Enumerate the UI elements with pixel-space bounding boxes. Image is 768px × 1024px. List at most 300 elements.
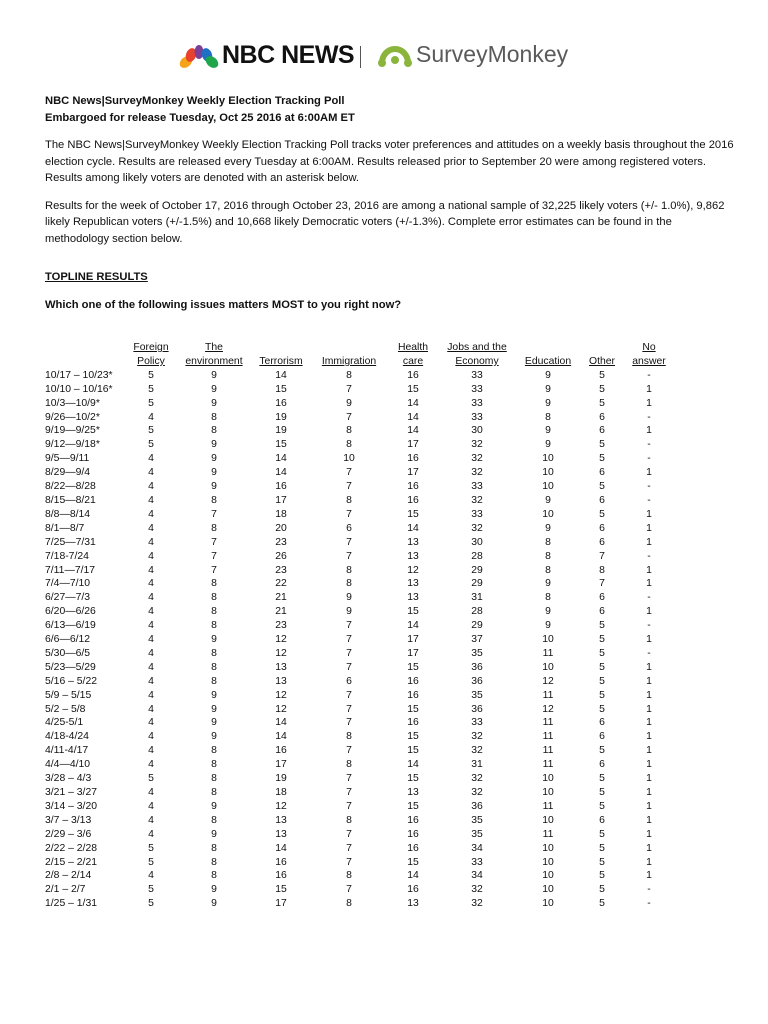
cell-education: 10 xyxy=(542,661,554,673)
cell-health-care: 14 xyxy=(407,397,419,409)
cell-foreign-policy: 4 xyxy=(148,508,154,520)
cell-foreign-policy: 4 xyxy=(148,411,154,423)
cell-immigration: 7 xyxy=(346,703,352,715)
cell-other: 5 xyxy=(599,481,605,493)
table-row xyxy=(45,397,677,411)
cell-no-answer: 1 xyxy=(646,800,652,812)
cell-foreign-policy: 4 xyxy=(148,787,154,798)
cell-terrorism: 15 xyxy=(275,383,287,395)
cell-no-answer: - xyxy=(647,884,651,896)
cell-jobs-economy: 35 xyxy=(471,647,483,659)
cell-health-care: 13 xyxy=(407,787,419,798)
table-row xyxy=(45,883,677,897)
cell-terrorism: 22 xyxy=(275,578,287,590)
cell-jobs-economy: 35 xyxy=(471,828,483,840)
cell-education: 8 xyxy=(545,536,551,548)
cell-date: 5/30—6/5 xyxy=(45,647,91,659)
cell-date: 9/26—10/2* xyxy=(45,411,100,423)
cell-health-care: 16 xyxy=(407,369,419,381)
cell-foreign-policy: 4 xyxy=(148,494,154,506)
cell-terrorism: 13 xyxy=(275,661,287,673)
cell-immigration: 8 xyxy=(346,870,352,882)
cell-immigration: 10 xyxy=(343,453,355,465)
header-no-answer: No answer xyxy=(632,342,666,367)
cell-no-answer: 1 xyxy=(646,787,652,798)
cell-other: 5 xyxy=(599,689,605,701)
table-row xyxy=(45,619,677,633)
intro-paragraph: The NBC News|SurveyMonkey Weekly Election Tracking Poll tracks voter preferences and attitudes on a weekly basis throughout the 2016 election cycle. Results are released every Tuesday at 6:00AM. Results released prior to September 20 were among registered voters. Results among likely voters are denoted with an asterisk below. xyxy=(45,139,734,184)
cell-other: 5 xyxy=(599,773,605,785)
cell-other: 6 xyxy=(599,425,605,437)
cell-no-answer: - xyxy=(647,494,651,506)
cell-date: 4/25-5/1 xyxy=(45,717,84,729)
cell-foreign-policy: 4 xyxy=(148,467,154,479)
cell-education: 8 xyxy=(545,592,551,604)
table-row xyxy=(45,675,677,689)
cell-other: 5 xyxy=(599,898,605,910)
cell-education: 11 xyxy=(542,689,554,701)
cell-foreign-policy: 5 xyxy=(148,842,154,854)
cell-education: 9 xyxy=(545,383,551,395)
cell-foreign-policy: 4 xyxy=(148,689,154,701)
cell-jobs-economy: 32 xyxy=(471,731,483,743)
cell-immigration: 7 xyxy=(346,884,352,896)
cell-other: 5 xyxy=(599,842,605,854)
cell-no-answer: - xyxy=(647,620,651,632)
cell-other: 6 xyxy=(599,522,605,534)
cell-date: 8/22—8/28 xyxy=(45,481,96,493)
cell-environment: 8 xyxy=(211,578,217,590)
cell-date: 10/17 – 10/23* xyxy=(45,369,113,381)
cell-other: 6 xyxy=(599,592,605,604)
cell-education: 10 xyxy=(542,870,554,882)
cell-jobs-economy: 32 xyxy=(471,773,483,785)
table-row xyxy=(45,661,677,675)
cell-health-care: 15 xyxy=(407,731,419,743)
cell-jobs-economy: 32 xyxy=(471,467,483,479)
cell-no-answer: - xyxy=(647,453,651,465)
header-immigration: Immigration xyxy=(321,355,377,367)
cell-terrorism: 12 xyxy=(275,689,287,701)
cell-jobs-economy: 31 xyxy=(471,592,483,604)
cell-environment: 8 xyxy=(211,814,217,826)
cell-foreign-policy: 4 xyxy=(148,703,154,715)
cell-health-care: 15 xyxy=(407,745,419,757)
cell-date: 6/20—6/26 xyxy=(45,606,96,618)
cell-no-answer: 1 xyxy=(646,634,652,646)
cell-education: 9 xyxy=(545,606,551,618)
surveymonkey-wordmark: SurveyMonkey xyxy=(416,41,569,67)
cell-environment: 8 xyxy=(211,773,217,785)
table-row xyxy=(45,897,677,911)
cell-health-care: 15 xyxy=(407,773,419,785)
table-row xyxy=(45,842,677,856)
cell-environment: 8 xyxy=(211,425,217,437)
cell-other: 5 xyxy=(599,675,605,687)
cell-date: 10/10 – 10/16* xyxy=(45,383,113,395)
cell-foreign-policy: 4 xyxy=(148,453,154,465)
cell-education: 10 xyxy=(542,634,554,646)
cell-education: 12 xyxy=(542,675,554,687)
cell-other: 6 xyxy=(599,536,605,548)
cell-terrorism: 21 xyxy=(275,592,287,604)
cell-terrorism: 14 xyxy=(275,842,287,854)
cell-other: 5 xyxy=(599,634,605,646)
cell-environment: 9 xyxy=(211,481,217,493)
table-row xyxy=(45,633,677,647)
cell-no-answer: 1 xyxy=(646,842,652,854)
table-row xyxy=(45,591,677,605)
cell-other: 5 xyxy=(599,856,605,868)
cell-terrorism: 17 xyxy=(275,759,287,771)
cell-other: 6 xyxy=(599,411,605,423)
cell-date: 6/27—7/3 xyxy=(45,592,91,604)
table-row xyxy=(45,383,677,397)
cell-jobs-economy: 33 xyxy=(471,481,483,493)
cell-health-care: 13 xyxy=(407,898,419,910)
cell-health-care: 16 xyxy=(407,842,419,854)
cell-jobs-economy: 28 xyxy=(471,550,483,562)
cell-terrorism: 16 xyxy=(275,856,287,868)
cell-terrorism: 21 xyxy=(275,606,287,618)
cell-date: 8/29—9/4 xyxy=(45,467,91,479)
cell-immigration: 7 xyxy=(346,536,352,548)
cell-jobs-economy: 32 xyxy=(471,884,483,896)
cell-jobs-economy: 33 xyxy=(471,411,483,423)
table-row xyxy=(45,452,677,466)
table-row xyxy=(45,814,677,828)
cell-education: 10 xyxy=(542,787,554,798)
cell-other: 5 xyxy=(599,703,605,715)
cell-environment: 9 xyxy=(211,369,217,381)
table-row xyxy=(45,828,677,842)
cell-environment: 8 xyxy=(211,842,217,854)
cell-no-answer: - xyxy=(647,439,651,451)
cell-foreign-policy: 5 xyxy=(148,397,154,409)
cell-foreign-policy: 5 xyxy=(148,439,154,451)
cell-other: 5 xyxy=(599,745,605,757)
cell-education: 8 xyxy=(545,550,551,562)
cell-immigration: 7 xyxy=(346,550,352,562)
cell-health-care: 15 xyxy=(407,800,419,812)
cell-no-answer: - xyxy=(647,369,651,381)
cell-health-care: 15 xyxy=(407,661,419,673)
cell-date: 4/4—4/10 xyxy=(45,759,91,771)
table-row xyxy=(45,605,677,619)
cell-no-answer: 1 xyxy=(646,773,652,785)
cell-environment: 8 xyxy=(211,870,217,882)
question-text: Which one of the following issues matters MOST to you right now? xyxy=(45,298,402,311)
cell-terrorism: 12 xyxy=(275,703,287,715)
cell-education: 11 xyxy=(542,731,554,743)
table-row xyxy=(45,494,677,508)
cell-immigration: 6 xyxy=(346,522,352,534)
cell-environment: 8 xyxy=(211,592,217,604)
cell-health-care: 15 xyxy=(407,508,419,520)
cell-date: 3/14 – 3/20 xyxy=(45,800,97,812)
cell-terrorism: 13 xyxy=(275,675,287,687)
cell-no-answer: 1 xyxy=(646,745,652,757)
cell-other: 5 xyxy=(599,397,605,409)
cell-education: 10 xyxy=(542,898,554,910)
cell-environment: 9 xyxy=(211,703,217,715)
cell-other: 5 xyxy=(599,800,605,812)
cell-jobs-economy: 32 xyxy=(471,439,483,451)
cell-education: 10 xyxy=(542,481,554,493)
cell-immigration: 8 xyxy=(346,494,352,506)
cell-other: 6 xyxy=(599,467,605,479)
cell-health-care: 15 xyxy=(407,856,419,868)
cell-foreign-policy: 4 xyxy=(148,800,154,812)
cell-education: 9 xyxy=(545,494,551,506)
cell-terrorism: 14 xyxy=(275,731,287,743)
cell-environment: 8 xyxy=(211,411,217,423)
header-environment: The environment xyxy=(185,342,243,367)
cell-health-care: 13 xyxy=(407,578,419,590)
cell-terrorism: 18 xyxy=(275,787,287,798)
cell-terrorism: 13 xyxy=(275,828,287,840)
cell-health-care: 16 xyxy=(407,828,419,840)
cell-environment: 9 xyxy=(211,898,217,910)
cell-environment: 9 xyxy=(211,884,217,896)
cell-jobs-economy: 36 xyxy=(471,800,483,812)
cell-terrorism: 20 xyxy=(275,522,287,534)
cell-no-answer: 1 xyxy=(646,564,652,576)
cell-environment: 7 xyxy=(211,564,217,576)
results-table xyxy=(45,341,677,911)
cell-health-care: 15 xyxy=(407,703,419,715)
cell-no-answer: 1 xyxy=(646,578,652,590)
cell-no-answer: - xyxy=(647,481,651,493)
cell-terrorism: 19 xyxy=(275,773,287,785)
cell-no-answer: 1 xyxy=(646,717,652,729)
cell-immigration: 8 xyxy=(346,369,352,381)
cell-health-care: 16 xyxy=(407,884,419,896)
cell-date: 1/25 – 1/31 xyxy=(45,898,97,910)
cell-jobs-economy: 29 xyxy=(471,564,483,576)
cell-health-care: 14 xyxy=(407,759,419,771)
cell-education: 10 xyxy=(542,814,554,826)
cell-education: 11 xyxy=(542,745,554,757)
cell-other: 6 xyxy=(599,731,605,743)
table-row xyxy=(45,730,677,744)
cell-other: 6 xyxy=(599,606,605,618)
cell-date: 8/1—8/7 xyxy=(45,522,85,534)
cell-terrorism: 16 xyxy=(275,397,287,409)
cell-foreign-policy: 5 xyxy=(148,884,154,896)
cell-jobs-economy: 30 xyxy=(471,425,483,437)
cell-jobs-economy: 35 xyxy=(471,689,483,701)
cell-terrorism: 23 xyxy=(275,536,287,548)
cell-health-care: 17 xyxy=(407,647,419,659)
cell-immigration: 7 xyxy=(346,689,352,701)
cell-no-answer: 1 xyxy=(646,383,652,395)
cell-health-care: 16 xyxy=(407,689,419,701)
table-row xyxy=(45,536,677,550)
cell-jobs-economy: 32 xyxy=(471,453,483,465)
cell-other: 5 xyxy=(599,828,605,840)
cell-terrorism: 15 xyxy=(275,439,287,451)
cell-education: 10 xyxy=(542,508,554,520)
cell-education: 10 xyxy=(542,884,554,896)
cell-other: 5 xyxy=(599,661,605,673)
header-education: Education xyxy=(524,355,572,367)
cell-health-care: 16 xyxy=(407,675,419,687)
header-terrorism: Terrorism xyxy=(259,355,303,367)
cell-date: 6/6—6/12 xyxy=(45,634,91,646)
cell-other: 5 xyxy=(599,620,605,632)
cell-terrorism: 14 xyxy=(275,467,287,479)
cell-jobs-economy: 33 xyxy=(471,383,483,395)
cell-environment: 8 xyxy=(211,745,217,757)
cell-education: 9 xyxy=(545,439,551,451)
cell-date: 3/28 – 4/3 xyxy=(45,773,92,785)
cell-no-answer: 1 xyxy=(646,828,652,840)
logo-divider xyxy=(360,46,361,68)
cell-no-answer: 1 xyxy=(646,675,652,687)
cell-other: 5 xyxy=(599,453,605,465)
cell-education: 10 xyxy=(542,773,554,785)
cell-immigration: 7 xyxy=(346,787,352,798)
table-body xyxy=(45,369,677,911)
cell-other: 6 xyxy=(599,814,605,826)
cell-no-answer: 1 xyxy=(646,606,652,618)
cell-environment: 7 xyxy=(211,550,217,562)
cell-foreign-policy: 4 xyxy=(148,870,154,882)
cell-environment: 8 xyxy=(211,620,217,632)
cell-date: 4/11-4/17 xyxy=(45,745,89,757)
cell-terrorism: 14 xyxy=(275,717,287,729)
cell-education: 10 xyxy=(542,842,554,854)
cell-date: 2/1 – 2/7 xyxy=(45,884,86,896)
cell-terrorism: 17 xyxy=(275,898,287,910)
cell-health-care: 16 xyxy=(407,717,419,729)
cell-immigration: 7 xyxy=(346,773,352,785)
cell-other: 7 xyxy=(599,578,605,590)
cell-health-care: 17 xyxy=(407,634,419,646)
cell-environment: 7 xyxy=(211,508,217,520)
cell-foreign-policy: 4 xyxy=(148,578,154,590)
cell-jobs-economy: 37 xyxy=(471,634,483,646)
document-body xyxy=(45,93,735,313)
cell-terrorism: 14 xyxy=(275,453,287,465)
surveymonkey-mark-icon xyxy=(378,43,412,69)
cell-date: 6/13—6/19 xyxy=(45,620,96,632)
cell-immigration: 8 xyxy=(346,898,352,910)
cell-education: 9 xyxy=(545,522,551,534)
cell-jobs-economy: 33 xyxy=(471,369,483,381)
cell-foreign-policy: 4 xyxy=(148,634,154,646)
cell-immigration: 8 xyxy=(346,814,352,826)
cell-no-answer: 1 xyxy=(646,856,652,868)
cell-environment: 9 xyxy=(211,828,217,840)
cell-other: 5 xyxy=(599,439,605,451)
table-row xyxy=(45,772,677,786)
table-row xyxy=(45,424,677,438)
cell-immigration: 7 xyxy=(346,467,352,479)
cell-date: 5/9 – 5/15 xyxy=(45,689,92,701)
cell-jobs-economy: 29 xyxy=(471,620,483,632)
cell-education: 11 xyxy=(542,800,554,812)
cell-education: 10 xyxy=(542,467,554,479)
cell-jobs-economy: 33 xyxy=(471,508,483,520)
cell-environment: 8 xyxy=(211,661,217,673)
cell-immigration: 7 xyxy=(346,508,352,520)
cell-immigration: 7 xyxy=(346,828,352,840)
cell-foreign-policy: 4 xyxy=(148,731,154,743)
cell-terrorism: 19 xyxy=(275,411,287,423)
cell-environment: 8 xyxy=(211,675,217,687)
cell-foreign-policy: 5 xyxy=(148,369,154,381)
cell-immigration: 7 xyxy=(346,856,352,868)
cell-other: 6 xyxy=(599,494,605,506)
table-row xyxy=(45,689,677,703)
cell-no-answer: 1 xyxy=(646,759,652,771)
cell-immigration: 9 xyxy=(346,397,352,409)
cell-environment: 9 xyxy=(211,717,217,729)
cell-immigration: 8 xyxy=(346,564,352,576)
cell-foreign-policy: 4 xyxy=(148,564,154,576)
table-row xyxy=(45,508,677,522)
cell-immigration: 7 xyxy=(346,800,352,812)
cell-jobs-economy: 32 xyxy=(471,787,483,798)
cell-no-answer: - xyxy=(647,647,651,659)
cell-immigration: 8 xyxy=(346,731,352,743)
cell-no-answer: - xyxy=(647,898,651,910)
table-row xyxy=(45,522,677,536)
cell-environment: 9 xyxy=(211,731,217,743)
table-row xyxy=(45,550,677,564)
cell-education: 9 xyxy=(545,369,551,381)
cell-health-care: 14 xyxy=(407,425,419,437)
cell-immigration: 8 xyxy=(346,759,352,771)
cell-date: 2/29 – 3/6 xyxy=(45,828,92,840)
nbc-news-wordmark: NBC NEWS xyxy=(222,41,355,69)
cell-foreign-policy: 4 xyxy=(148,647,154,659)
cell-date: 3/7 – 3/13 xyxy=(45,814,92,826)
table-row xyxy=(45,438,677,452)
table-row xyxy=(45,466,677,480)
cell-no-answer: 1 xyxy=(646,731,652,743)
table-row xyxy=(45,577,677,591)
cell-health-care: 13 xyxy=(407,592,419,604)
cell-immigration: 7 xyxy=(346,481,352,493)
cell-terrorism: 23 xyxy=(275,620,287,632)
cell-no-answer: 1 xyxy=(646,397,652,409)
table-row xyxy=(45,856,677,870)
cell-no-answer: - xyxy=(647,592,651,604)
header-health-care: Health care xyxy=(397,342,429,367)
cell-environment: 9 xyxy=(211,467,217,479)
cell-terrorism: 23 xyxy=(275,564,287,576)
cell-foreign-policy: 5 xyxy=(148,383,154,395)
cell-jobs-economy: 29 xyxy=(471,578,483,590)
cell-no-answer: 1 xyxy=(646,467,652,479)
cell-health-care: 14 xyxy=(407,870,419,882)
cell-foreign-policy: 4 xyxy=(148,522,154,534)
cell-immigration: 7 xyxy=(346,717,352,729)
cell-foreign-policy: 4 xyxy=(148,828,154,840)
cell-terrorism: 12 xyxy=(275,647,287,659)
cell-foreign-policy: 4 xyxy=(148,661,154,673)
surveymonkey-logo xyxy=(378,41,588,73)
cell-date: 2/15 – 2/21 xyxy=(45,856,97,868)
cell-terrorism: 12 xyxy=(275,634,287,646)
cell-immigration: 7 xyxy=(346,411,352,423)
cell-foreign-policy: 5 xyxy=(148,773,154,785)
cell-foreign-policy: 4 xyxy=(148,675,154,687)
cell-jobs-economy: 33 xyxy=(471,856,483,868)
